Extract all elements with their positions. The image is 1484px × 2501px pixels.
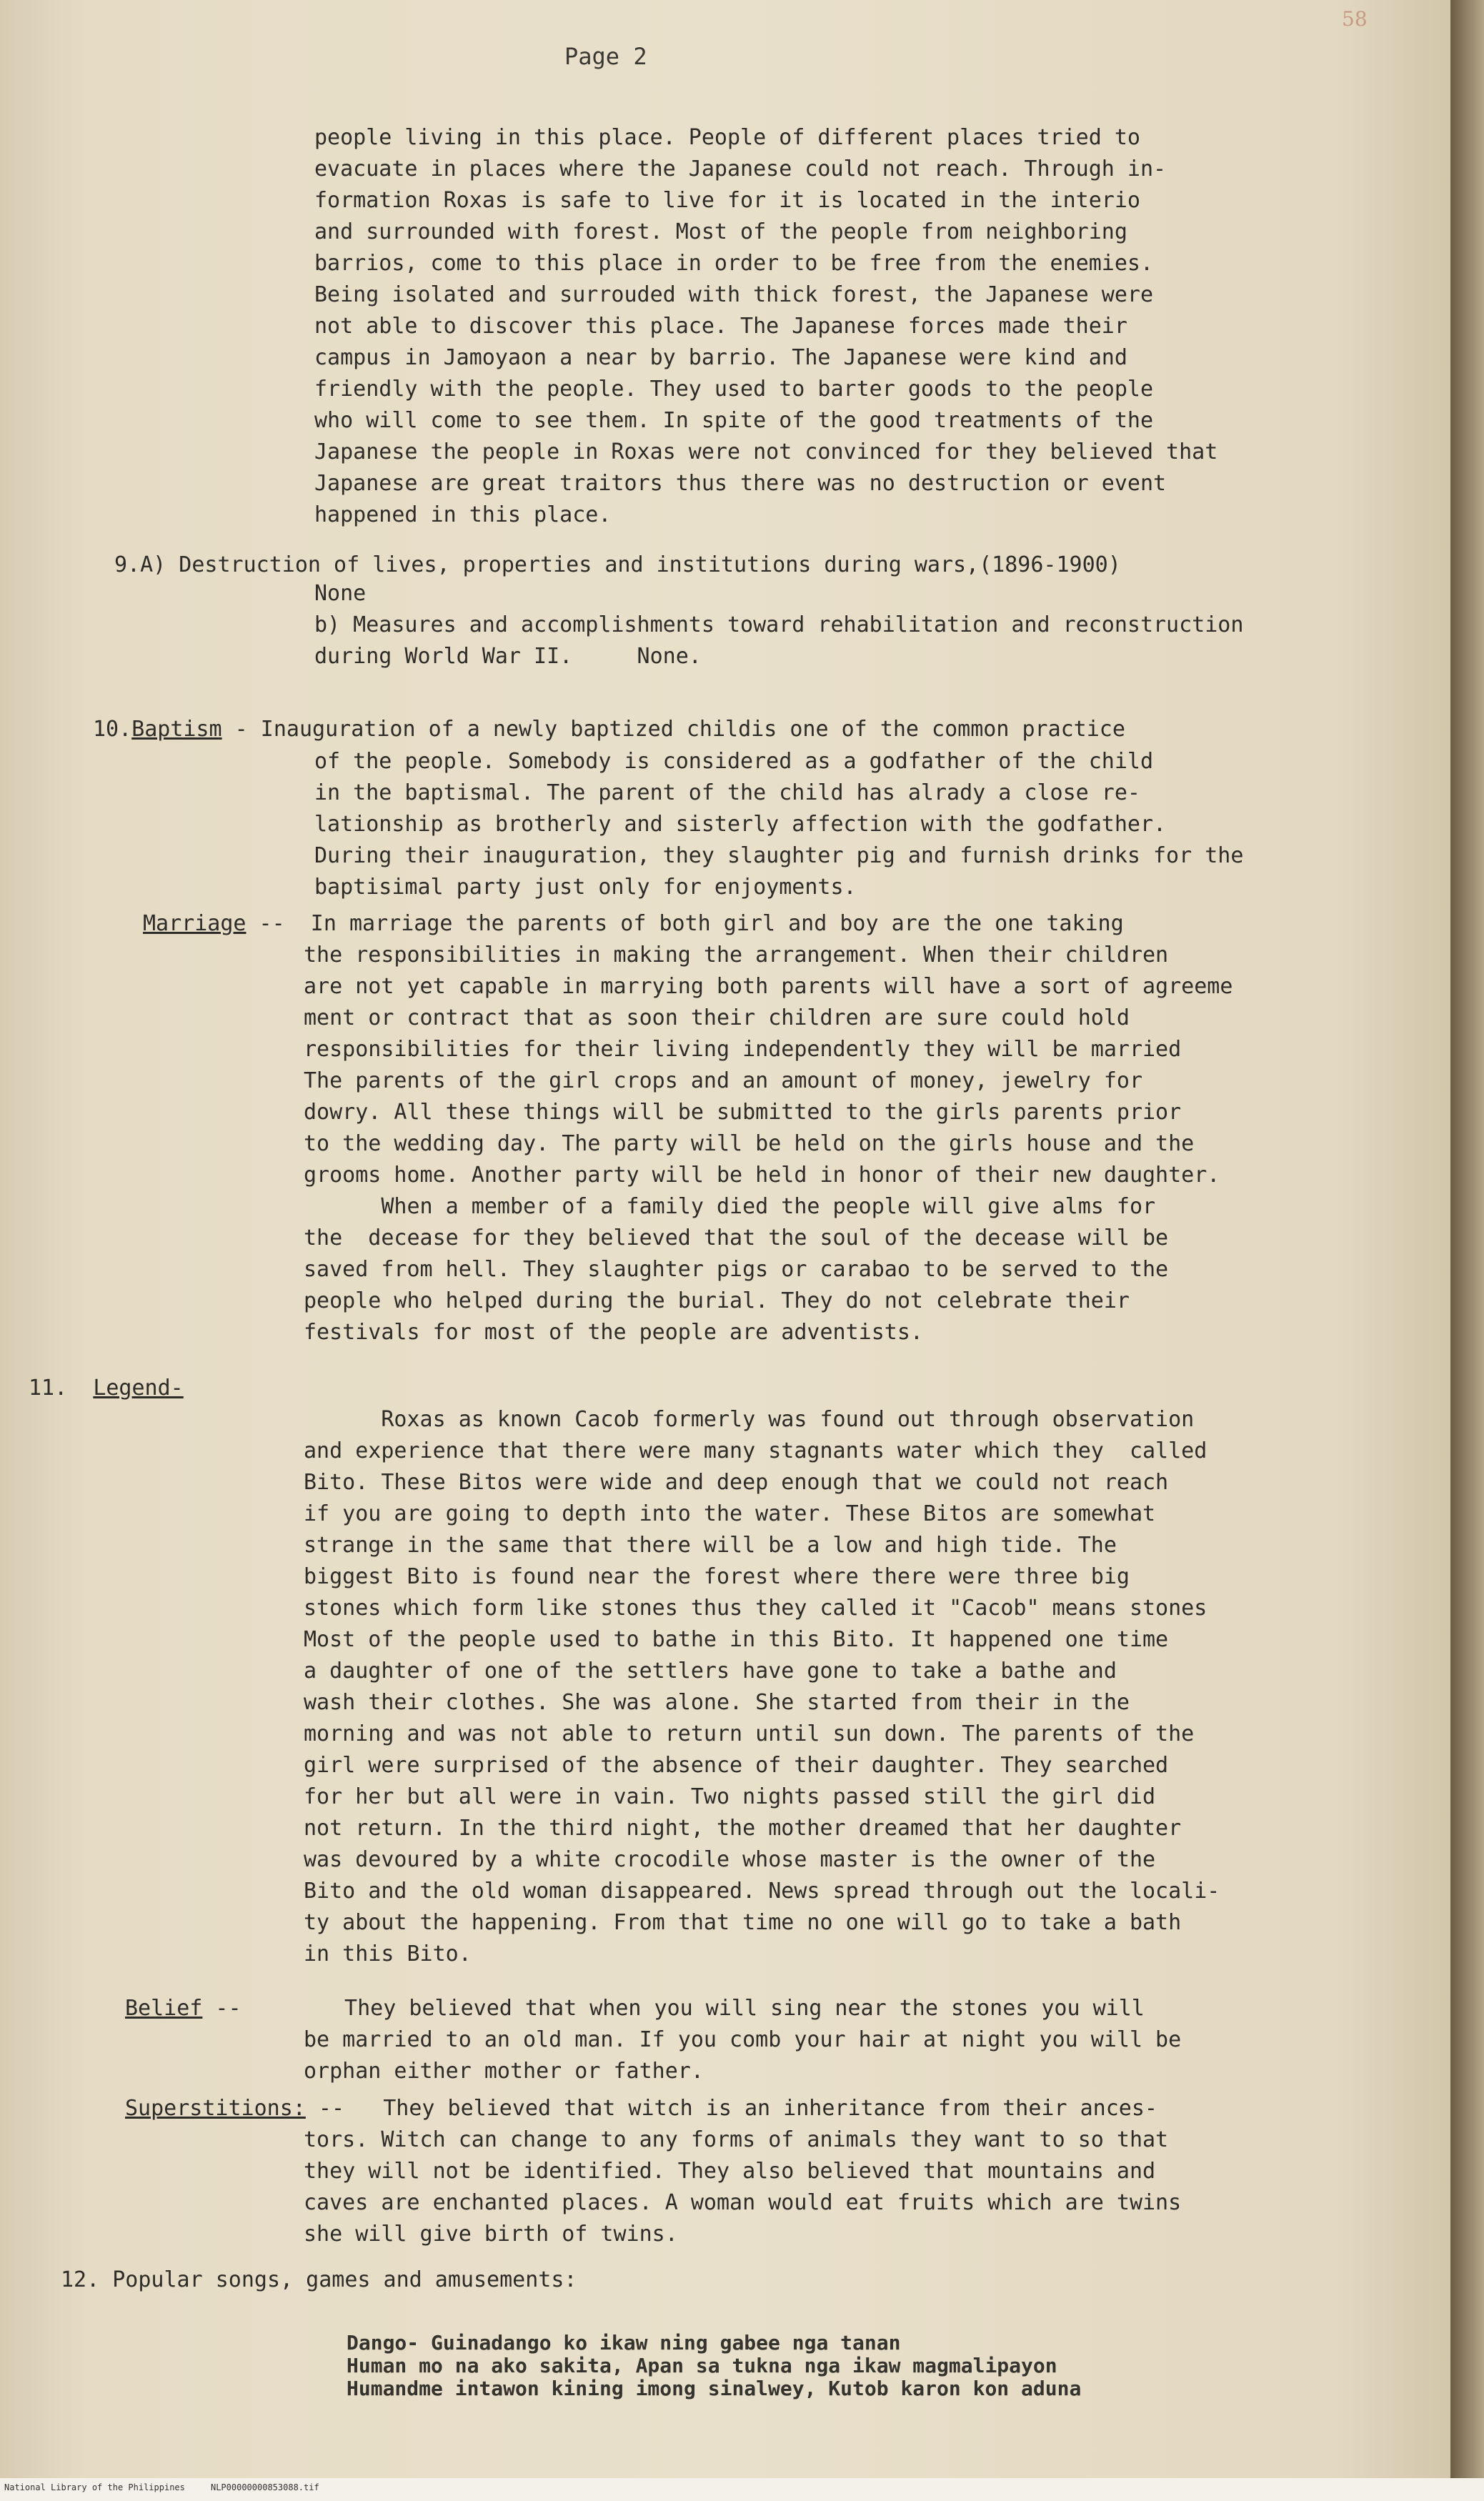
item-9b-line: b) Measures and accomplishments toward rehabilitation and reconstruction bbox=[314, 612, 1244, 637]
text-line: not return. In the third night, the mother dreamed that her daughter bbox=[304, 1816, 1182, 1841]
text-line: happened in this place. bbox=[314, 502, 612, 527]
text-line: biggest Bito is found near the forest where there were three big bbox=[304, 1564, 1130, 1589]
page-header: Page 2 bbox=[564, 43, 647, 70]
item-number: 11. bbox=[29, 1376, 68, 1401]
text-line: the responsibilities in making the arrangement. When their children bbox=[304, 943, 1169, 968]
text-line: she will give birth of twins. bbox=[304, 2222, 678, 2247]
text-line: Bito and the old woman disappeared. News spread through out the locali- bbox=[304, 1879, 1220, 1904]
text-line: caves are enchanted places. A woman would eat fruits which are twins bbox=[304, 2190, 1182, 2215]
belief-label: Belief bbox=[125, 1996, 203, 2021]
text-line: a daughter of one of the settlers have gone to take a bathe and bbox=[304, 1659, 1117, 1684]
baptism-heading-line bbox=[93, 713, 1125, 745]
item-12-line: 12. Popular songs, games and amusements: bbox=[61, 2267, 577, 2292]
text-line: the decease for they believed that the soul of the decease will be bbox=[304, 1225, 1169, 1250]
text-line: of the people. Somebody is considered as a godfather of the child bbox=[314, 749, 1153, 774]
text-line: saved from hell. They slaughter pigs or carabao to be served to the bbox=[304, 1257, 1169, 1282]
marriage-first-line: -- In marriage the parents of both girl and boy are the one taking bbox=[246, 911, 1124, 936]
text-line: people who helped during the burial. They do not celebrate their bbox=[304, 1288, 1130, 1313]
text-line: ment or contract that as soon their children are sure could hold bbox=[304, 1005, 1130, 1030]
text-line: are not yet capable in marrying both parents will have a sort of agreeme bbox=[304, 974, 1233, 999]
superstitions-label: Superstitions: bbox=[125, 2096, 306, 2121]
text-line: responsibilities for their living independently they will be married bbox=[304, 1037, 1182, 1062]
text-line: not able to discover this place. The Japanese forces made their bbox=[314, 314, 1127, 339]
superstitions-first-line: -- They believed that witch is an inheritance from their ances- bbox=[305, 2096, 1157, 2121]
text-line: and surrounded with forest. Most of the people from neighboring bbox=[314, 219, 1127, 244]
text-line: tors. Witch can change to any forms of animals they want to so that bbox=[304, 2127, 1169, 2152]
text-line: Most of the people used to bathe in this Bito. It happened one time bbox=[304, 1627, 1169, 1652]
baptism-first-line: - Inauguration of a newly baptized childis one of the common practice bbox=[221, 717, 1125, 742]
text-line: When a member of a family died the people will give alms for bbox=[304, 1194, 1156, 1219]
text-line: friendly with the people. They used to barter goods to the people bbox=[314, 377, 1153, 402]
song-line: Humandme intawon kining imong sinalwey, Kutob karon kon aduna bbox=[347, 2377, 1082, 2400]
text-line: grooms home. Another party will be held in honor of their new daughter. bbox=[304, 1163, 1220, 1188]
text-line: formation Roxas is safe to live for it is located in the interio bbox=[314, 188, 1140, 213]
text-line: baptisimal party just only for enjoyments. bbox=[314, 875, 857, 900]
text-line: if you are going to depth into the water. These Bitos are somewhat bbox=[304, 1501, 1156, 1526]
text-line: lationship as brotherly and sisterly affection with the godfather. bbox=[314, 812, 1167, 837]
text-line: The parents of the girl crops and an amount of money, jewelry for bbox=[304, 1068, 1142, 1093]
text-line: Japanese are great traitors thus there was no destruction or event bbox=[314, 471, 1167, 496]
text-line: barrios, come to this place in order to be free from the enemies. bbox=[314, 251, 1153, 276]
superstitions-heading-line bbox=[125, 2092, 1157, 2124]
text-line: in this Bito. bbox=[304, 1941, 472, 1967]
text-line: in the baptismal. The parent of the child has alrady a close re- bbox=[314, 780, 1140, 805]
page-edge-shadow bbox=[1450, 0, 1484, 2478]
text-line: was devoured by a white crocodile whose master is the owner of the bbox=[304, 1847, 1156, 1872]
text-line: festivals for most of the people are adventists. bbox=[304, 1320, 923, 1345]
text-line: evacuate in places where the Japanese could not reach. Through in- bbox=[314, 156, 1167, 182]
item-9a-line: 9.A) Destruction of lives, properties and institutions during wars,(1896-1900) bbox=[114, 552, 1121, 577]
text-line: Japanese the people in Roxas were not convinced for they believed that bbox=[314, 439, 1218, 464]
text-line: they will not be identified. They also believed that mountains and bbox=[304, 2159, 1156, 2184]
baptism-label: Baptism bbox=[131, 717, 222, 742]
song-line: Human mo na ako sakita, Apan sa tukna nga ikaw magmalipayon bbox=[347, 2354, 1057, 2377]
marriage-heading-line bbox=[143, 908, 1124, 940]
text-line: and experience that there were many stagnants water which they called bbox=[304, 1438, 1207, 1463]
footer-caption: National Library of the Philippines NLP00000000853088.tif bbox=[4, 2482, 319, 2492]
marriage-label: Marriage bbox=[143, 911, 246, 936]
text-line: morning and was not able to return until sun down. The parents of the bbox=[304, 1721, 1195, 1746]
text-line: people living in this place. People of different places tried to bbox=[314, 125, 1140, 150]
text-line: Bito. These Bitos were wide and deep enough that we could not reach bbox=[304, 1470, 1169, 1495]
legend-label: Legend- bbox=[93, 1376, 184, 1401]
text-line: dowry. All these things will be submitted to the girls parents prior bbox=[304, 1100, 1182, 1125]
text-line: Being isolated and surrouded with thick forest, the Japanese were bbox=[314, 282, 1153, 307]
legend-heading-line bbox=[29, 1372, 184, 1404]
text-line: During their inauguration, they slaughter pig and furnish drinks for the bbox=[314, 843, 1244, 868]
text-line: to the wedding day. The party will be held on the girls house and the bbox=[304, 1131, 1195, 1156]
song-line: Dango- Guinadango ko ikaw ning gabee nga tanan bbox=[347, 2331, 901, 2355]
belief-heading-line bbox=[125, 1992, 1145, 2024]
text-line: campus in Jamoyaon a near by barrio. The Japanese were kind and bbox=[314, 345, 1127, 370]
text-line: Roxas as known Cacob formerly was found out through observation bbox=[304, 1407, 1195, 1432]
item-9b-line: during World War II. None. bbox=[314, 644, 702, 669]
text-line: wash their clothes. She was alone. She started from their in the bbox=[304, 1690, 1130, 1715]
text-line: stones which form like stones thus they called it "Cacob" means stones bbox=[304, 1596, 1207, 1621]
text-line: ty about the happening. From that time no one will go to take a bath bbox=[304, 1910, 1182, 1935]
item-number: 10. bbox=[93, 717, 132, 742]
text-line: girl were surprised of the absence of their daughter. They searched bbox=[304, 1753, 1169, 1778]
text-line: be married to an old man. If you comb your hair at night you will be bbox=[304, 2027, 1182, 2052]
text-line: strange in the same that there will be a low and high tide. The bbox=[304, 1533, 1117, 1558]
handwritten-page-number: 58 bbox=[1342, 7, 1368, 31]
item-9a-answer: None bbox=[314, 581, 367, 606]
text-line: for her but all were in vain. Two nights passed still the girl did bbox=[304, 1784, 1156, 1809]
text-line: orphan either mother or father. bbox=[304, 2059, 704, 2084]
belief-first-line: -- They believed that when you will sing near the stones you will bbox=[202, 1996, 1145, 2021]
text-line: who will come to see them. In spite of the good treatments of the bbox=[314, 408, 1153, 433]
